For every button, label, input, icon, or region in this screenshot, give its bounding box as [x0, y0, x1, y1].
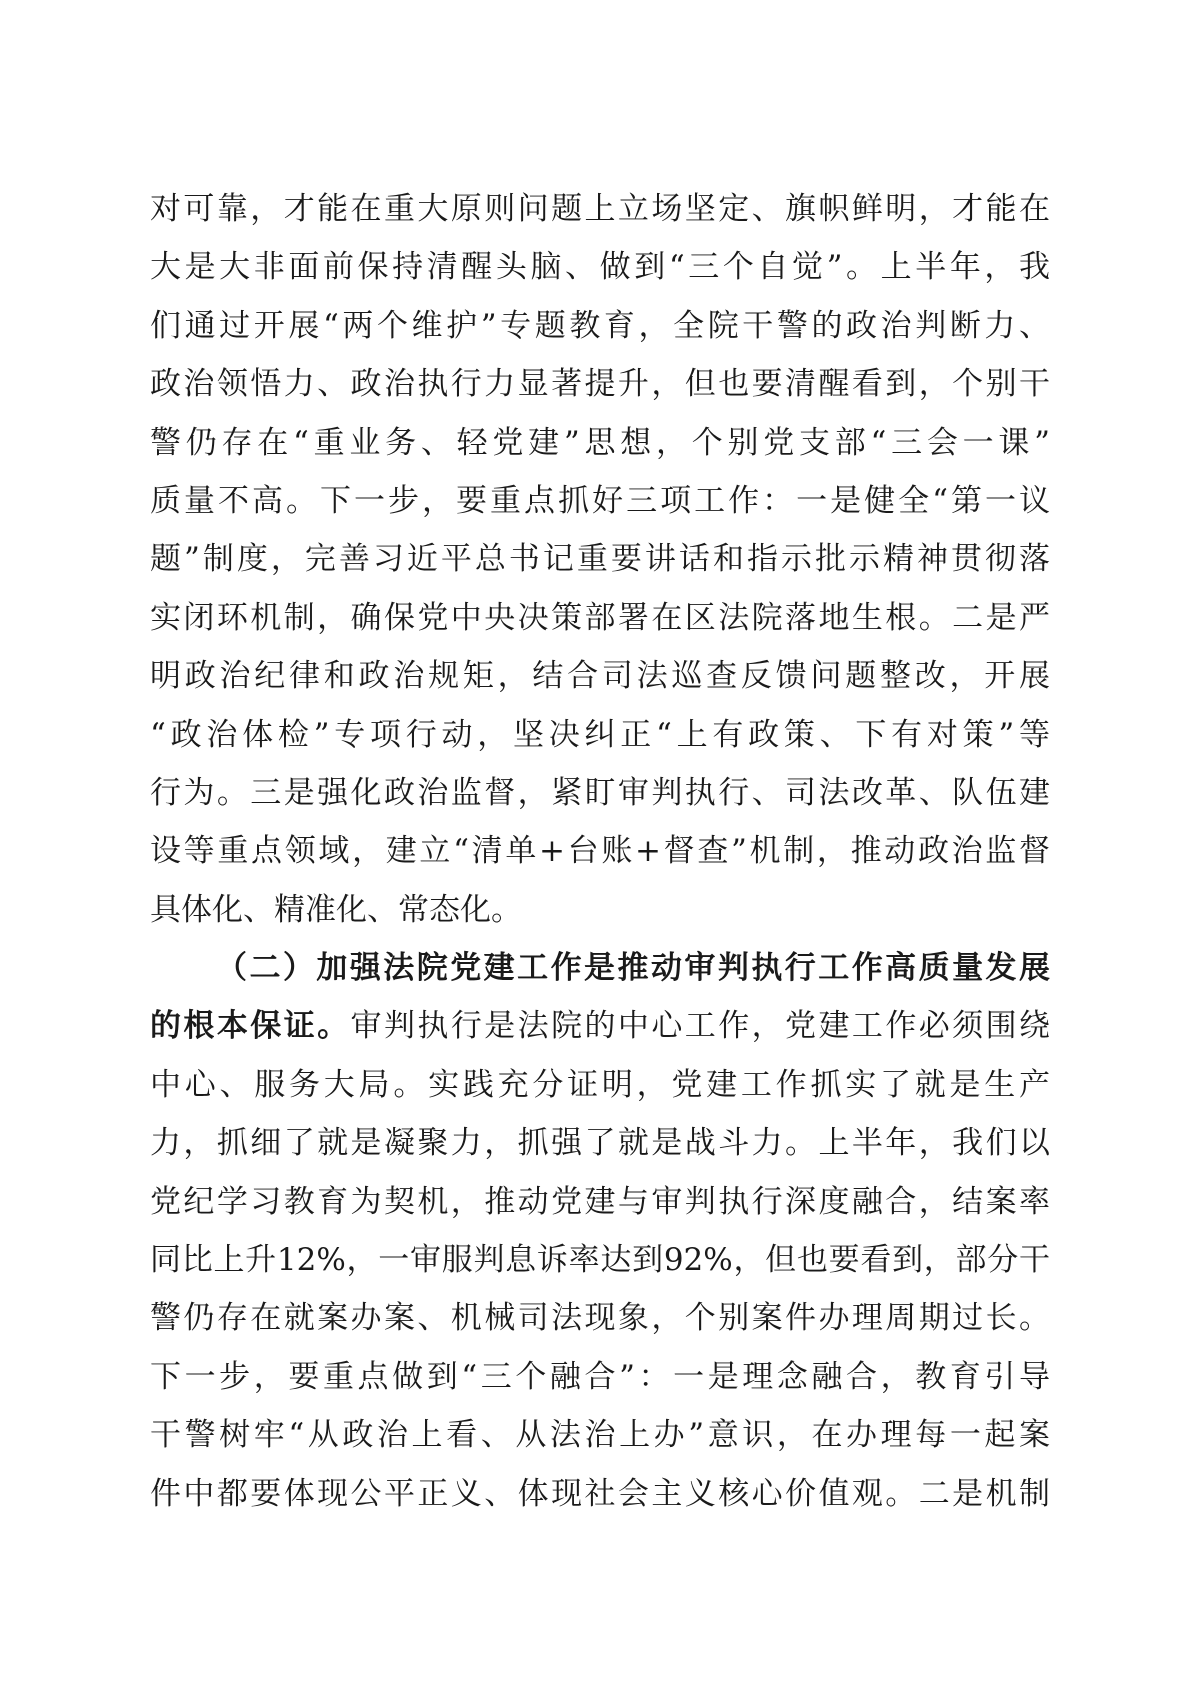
- body-text-line: [150, 238, 1050, 296]
- paragraph-text: 下一步，要重点做到“三个融合”：一是理念融合，教育引导: [150, 1358, 1050, 1395]
- body-text-line: [150, 764, 1050, 822]
- paragraph-text: 政治领悟力、政治执行力显著提升，但也要清醒看到，个别干: [150, 366, 1050, 403]
- body-text-line: [150, 180, 1050, 238]
- paragraph-text: 质量不高。下一步，要重点抓好三项工作：一是健全“第一议: [150, 482, 1050, 519]
- paragraph-text: 件中都要体现公平正义、体现社会主义核心价值观。二是机制: [150, 1475, 1050, 1512]
- paragraph-text: 实闭环机制，确保党中央决策部署在区法院落地生根。二是严: [150, 599, 1050, 636]
- body-text-line: [150, 530, 1050, 588]
- paragraph-text: 明政治纪律和政治规矩，结合司法巡查反馈问题整改，开展: [150, 658, 1050, 695]
- body-text-line: [150, 472, 1050, 530]
- body-text-line: [150, 414, 1050, 472]
- paragraph-text: 设等重点领域，建立“清单+台账+督查”机制，推动政治监督: [150, 833, 1050, 870]
- body-text-line: [150, 1348, 1050, 1406]
- paragraph-text: 同比上升12%，一审服判息诉率达到92%，但也要看到，部分干: [150, 1242, 1050, 1279]
- body-text-line: [150, 647, 1050, 705]
- body-text-line: [150, 822, 1050, 880]
- paragraph-text: 中心、服务大局。实践充分证明，党建工作抓实了就是生产: [150, 1066, 1050, 1103]
- body-text-line: [150, 1173, 1050, 1231]
- body-text-line: [150, 997, 1050, 1055]
- bold-heading-text: 的根本保证。: [150, 1008, 351, 1045]
- paragraph-text: 力，抓细了就是凝聚力，抓强了就是战斗力。上半年，我们以: [150, 1125, 1050, 1162]
- paragraph-text: 警仍存在就案办案、机械司法现象，个别案件办理周期过长。: [150, 1300, 1050, 1337]
- paragraph-text: 大是大非面前保持清醒头脑、做到“三个自觉”。上半年，我: [150, 249, 1050, 286]
- body-text-line: [150, 589, 1050, 647]
- body-text-line: [150, 1289, 1050, 1347]
- paragraph-text: 具体化、精准化、常态化。: [150, 891, 522, 928]
- body-text-line: [150, 1406, 1050, 1464]
- body-text-line: [150, 355, 1050, 413]
- paragraph-text: 行为。三是强化政治监督，紧盯审判执行、司法改革、队伍建: [150, 774, 1050, 811]
- paragraph-text: 审判执行是法院的中心工作，党建工作必须围绕: [350, 1008, 1051, 1045]
- paragraph-text: 题”制度，完善习近平总书记重要讲话和指示批示精神贯彻落: [150, 541, 1050, 578]
- bold-heading-text: （二）加强法院党建工作是推动审判执行工作高质量发展: [216, 950, 1050, 987]
- body-text-line: [150, 1056, 1050, 1114]
- body-text-line: [150, 1114, 1050, 1172]
- paragraph-text: 们通过开展“两个维护”专题教育，全院干警的政治判断力、: [150, 307, 1050, 344]
- paragraph-text: 干警树牢“从政治上看、从法治上办”意识，在办理每一起案: [150, 1417, 1050, 1454]
- body-text-line: [150, 1465, 1050, 1523]
- paragraph-text: 警仍存在“重业务、轻党建”思想，个别党支部“三会一课”: [150, 424, 1050, 461]
- paragraph-text: 党纪学习教育为契机，推动党建与审判执行深度融合，结案率: [150, 1183, 1050, 1220]
- paragraph-text: “政治体检”专项行动，坚决纠正“上有政策、下有对策”等: [150, 716, 1050, 753]
- document-body: [150, 180, 1050, 1523]
- body-text-line: [150, 706, 1050, 764]
- section-heading-line: [150, 939, 1050, 997]
- paragraph-text: 对可靠，才能在重大原则问题上立场坚定、旗帜鲜明，才能在: [150, 191, 1050, 227]
- body-text-line: [150, 881, 1050, 939]
- body-text-line: [150, 297, 1050, 355]
- body-text-line: [150, 1231, 1050, 1289]
